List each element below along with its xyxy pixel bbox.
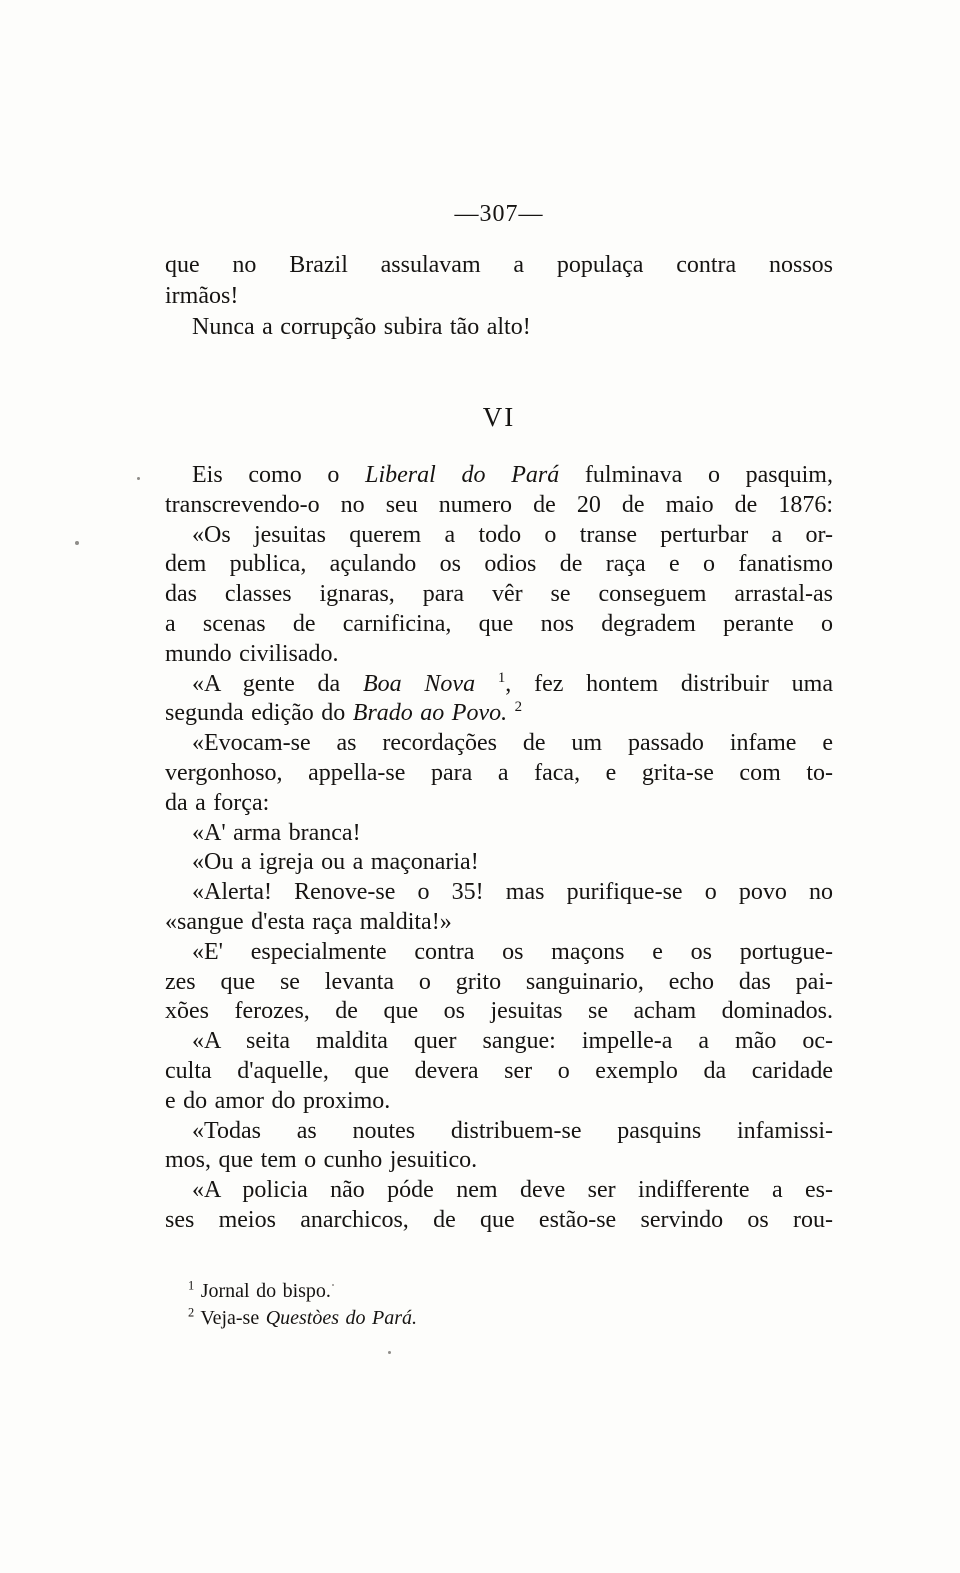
text-run: «Ou a igreja ou a maçonaria! xyxy=(192,849,479,876)
text-line xyxy=(165,1117,833,1147)
footnote-marker: 1 xyxy=(188,1278,195,1293)
text-line xyxy=(165,968,833,998)
text-line xyxy=(165,550,833,580)
text-line xyxy=(165,521,833,551)
text-line xyxy=(165,640,833,670)
text-run: culta d'aquelle, que devera ser o exemplo da caridade xyxy=(165,1057,833,1084)
text-run: e do amor do proximo. xyxy=(165,1087,391,1114)
text-line xyxy=(165,938,833,968)
text-line xyxy=(165,1087,833,1117)
text-line xyxy=(165,1146,833,1176)
body-text xyxy=(165,461,833,1236)
text-run: «E' especialmente contra os maçons e os portugue- xyxy=(192,938,833,965)
text-run: zes que se levanta o grito sanguinario, echo das pai- xyxy=(165,968,833,995)
text-run: a scenas de carnificina, que nos degradem perante o xyxy=(165,610,833,637)
text-line xyxy=(165,670,833,700)
footnote-marker: 2 xyxy=(188,1305,195,1320)
text-run: «A' arma branca! xyxy=(192,819,361,846)
footnote-marker: 1 xyxy=(497,669,506,686)
text-run: irmãos! xyxy=(165,283,239,309)
italic-title-text: Questòes do Pará. xyxy=(265,1307,418,1329)
footnotes xyxy=(188,1278,833,1332)
text-run: da a força: xyxy=(165,789,270,816)
text-run: , fez hontem distribuir uma xyxy=(505,670,834,697)
page-number: —307— xyxy=(454,201,544,227)
text-run: que no Brazil assulavam a populaça contra nossos xyxy=(165,252,833,278)
text-line xyxy=(165,312,833,343)
italic-title-text: Brado ao Povo. xyxy=(352,700,508,727)
text-run: vergonhoso, appella-se para a faca, e grita-se com to- xyxy=(165,759,833,786)
text-line xyxy=(165,759,833,789)
text-line xyxy=(165,848,833,878)
text-run: «A gente da xyxy=(192,670,363,697)
scan-speck xyxy=(75,541,79,545)
text-run: dem publica, açulando os odios de raça e o fanatismo xyxy=(165,551,833,578)
text-line xyxy=(165,699,833,729)
text-run: ses meios anarchicos, de que estão-se servindo os rou- xyxy=(165,1206,833,1233)
italic-title-text: Liberal do Pará xyxy=(365,462,560,488)
text-line xyxy=(165,908,833,938)
text-run: mundo civilisado. xyxy=(165,640,339,667)
text-run: «Alerta! Renove-se o 35! mas purifique-se o povo no xyxy=(192,879,833,906)
text-line xyxy=(165,1206,833,1236)
text-line xyxy=(188,1305,833,1332)
text-run: Jornal do bispo. xyxy=(194,1280,331,1302)
text-line xyxy=(165,281,833,312)
text-run: «Evocam-se as recordações de um passado infame e xyxy=(192,730,833,757)
text-line xyxy=(165,1176,833,1206)
text-run: Veja-se xyxy=(194,1307,266,1329)
text-run xyxy=(475,671,498,697)
text-run: segunda edição do xyxy=(165,700,353,727)
text-run: transcrevendo-o no seu numero de 20 de maio de 1876: xyxy=(165,491,833,518)
text-run: «A seita maldita quer sangue: impelle-a a mão oc- xyxy=(192,1028,833,1055)
text-run: «Os jesuitas querem a todo o transe perturbar a or- xyxy=(192,521,833,548)
text-line xyxy=(165,491,833,521)
scan-speck xyxy=(388,1351,391,1354)
scan-speck xyxy=(332,1284,334,1286)
text-run: Eis como o xyxy=(192,462,366,488)
text-line xyxy=(165,250,833,281)
text-line xyxy=(165,580,833,610)
text-line xyxy=(188,1278,833,1305)
intro-paragraphs xyxy=(165,250,833,343)
text-run: «sangue d'esta raça maldita!» xyxy=(165,908,452,935)
footnote-marker: 2 xyxy=(514,699,523,716)
text-line xyxy=(165,1057,833,1087)
text-run: fulminava o pasquim, xyxy=(559,462,833,488)
text-run: mos, que tem o cunho jesuitico. xyxy=(165,1147,478,1174)
text-line xyxy=(165,819,833,849)
text-line xyxy=(165,878,833,908)
scan-speck xyxy=(137,477,140,480)
text-line xyxy=(165,461,833,491)
text-run xyxy=(507,700,515,726)
text-run: xões ferozes, de que os jesuitas se acham dominados. xyxy=(165,998,833,1025)
text-line xyxy=(165,610,833,640)
text-line xyxy=(165,789,833,819)
text-run: «Todas as noutes distribuem-se pasquins infamissi- xyxy=(192,1117,833,1144)
text-run: das classes ignaras, para vêr se conseguem arrastal-as xyxy=(165,581,833,608)
section-heading: VI xyxy=(482,402,516,432)
text-run: Nunca a corrupção subira tão alto! xyxy=(192,314,531,340)
text-run: «A policia não póde nem deve ser indifferente a es- xyxy=(192,1177,833,1204)
text-line xyxy=(165,1027,833,1057)
text-line xyxy=(165,729,833,759)
text-line xyxy=(165,997,833,1027)
italic-title-text: Boa Nova xyxy=(362,670,476,697)
